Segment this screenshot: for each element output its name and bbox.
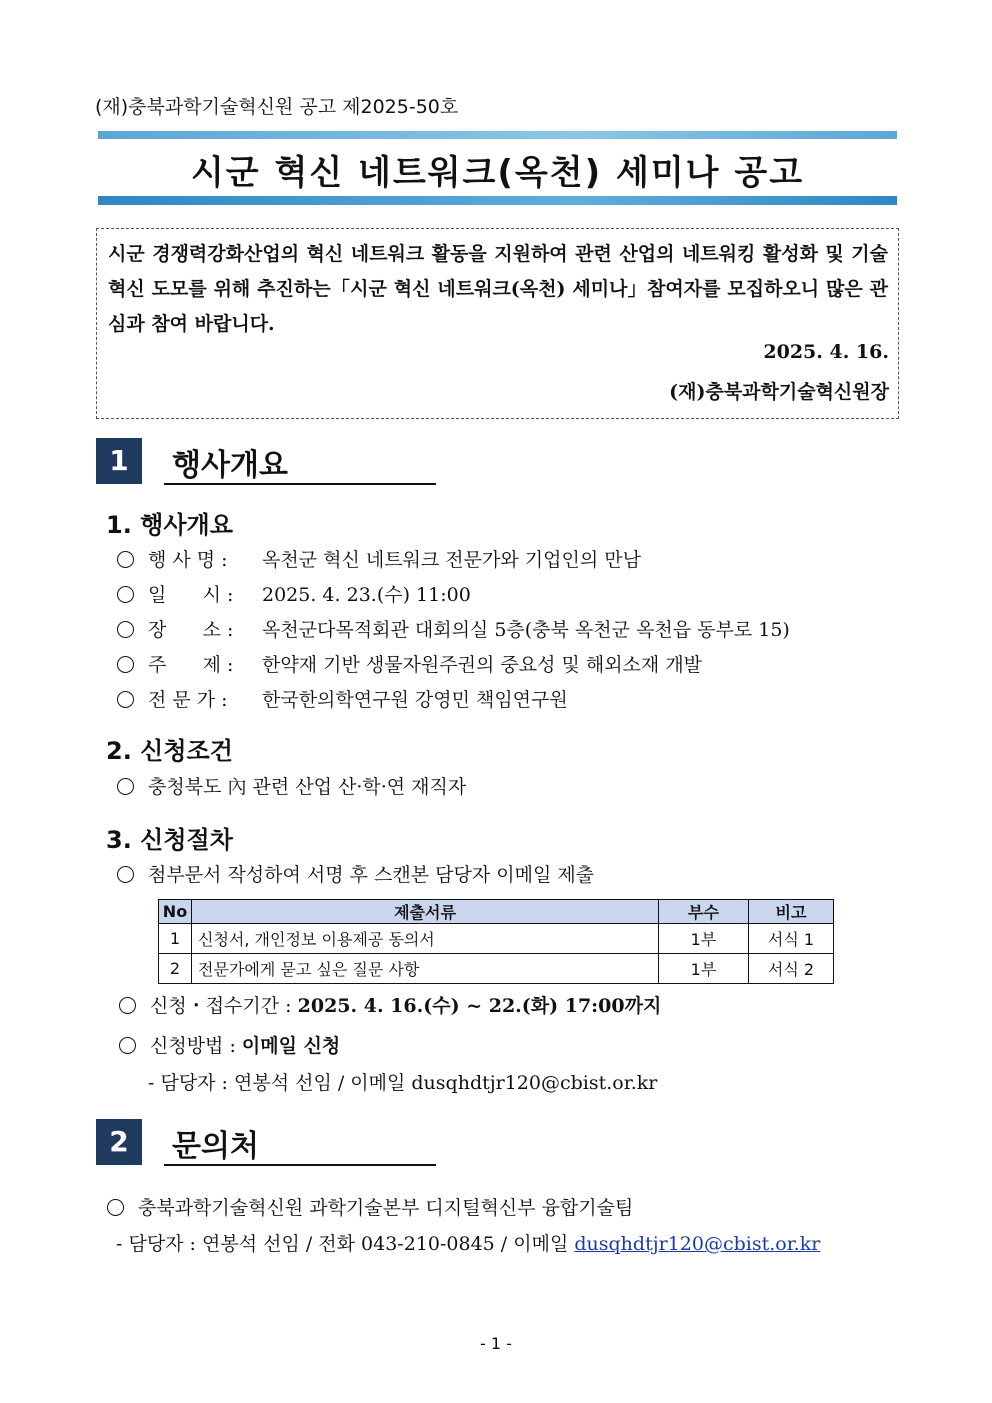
item-label: 장 소 :: [148, 619, 234, 641]
inquiry-email-link[interactable]: dusqhdtjr120@cbist.or.kr: [574, 1233, 821, 1255]
inquiry-contact: [116, 1229, 820, 1256]
item-label: 주 제 :: [148, 654, 234, 676]
procedure-text: 첨부문서 작성하여 서명 후 스캔본 담당자 이메일 제출: [148, 864, 595, 886]
item-label: 행 사 명 :: [148, 549, 228, 571]
col-copies: 부수: [659, 900, 749, 924]
procedure-item: [117, 860, 594, 887]
sub1-title: 1. 행사개요: [106, 511, 233, 539]
eligibility-text: 충청북도 內 관련 산업 산·학·연 재직자: [148, 776, 467, 798]
eligibility-item: [117, 772, 466, 799]
intro-org: (재)충북과학기술혁신원장: [669, 381, 889, 403]
intro-text: 시군 경쟁력강화산업의 혁신 네트워크 활동을 지원하여 관련 산업의 네트워킹 활성화 및 기술혁신 도모를 위해 추진하는「시군 혁신 네트워크(옥천) 세미나」참여자를 모집하오니 많은 관심과 참여 바랍니다.: [108, 243, 888, 335]
application-contact: - 담당자 : 연봉석 선임 / 이메일 dusqhdtjr120@cbist.or.kr: [148, 1072, 658, 1094]
inquiry-department-text: 충북과학기술혁신원 과학기술본부 디지털혁신부 융합기술팀: [138, 1197, 634, 1219]
intro-date: 2025. 4. 16.: [763, 341, 889, 363]
inquiry-contact-text: - 담당자 : 연봉석 선임 / 전화 043-210-0845 / 이메일: [116, 1233, 575, 1255]
cell-remarks: 서식 2: [749, 954, 834, 984]
overview-item-venue: [117, 615, 790, 642]
table-row: [159, 924, 834, 954]
overview-item-topic: [117, 650, 702, 677]
period-label: 신청・접수기간 :: [150, 995, 292, 1017]
notice-number: (재)충북과학기술혁신원 공고 제2025-50호: [95, 96, 459, 118]
circle-bullet-icon: [119, 997, 136, 1014]
cell-document: 전문가에게 묻고 싶은 질문 사항: [192, 954, 659, 984]
overview-item-expert: [117, 685, 568, 712]
cell-document: 신청서, 개인정보 이용제공 동의서: [192, 924, 659, 954]
table-header-row: [159, 900, 834, 924]
section1-number: 1: [96, 438, 142, 484]
sub2-title: 2. 신청조건: [106, 737, 233, 765]
circle-bullet-icon: [117, 551, 134, 568]
application-method: [119, 1031, 340, 1058]
cell-no: 1: [159, 924, 192, 954]
section1-underline: [164, 483, 436, 485]
inquiry-department: [107, 1193, 633, 1220]
title-bar-top: [98, 131, 897, 139]
cell-copies: 1부: [659, 954, 749, 984]
item-value: 한약재 기반 생물자원주권의 중요성 및 해외소재 개발: [262, 654, 703, 676]
overview-item-name: [117, 545, 641, 572]
application-period: [119, 991, 661, 1018]
item-value: 옥천군 혁신 네트워크 전문가와 기업인의 만남: [262, 549, 641, 571]
intro-box: [96, 228, 899, 419]
table-row: [159, 954, 834, 984]
col-no: No: [159, 900, 192, 924]
col-remarks: 비고: [749, 900, 834, 924]
col-documents: 제출서류: [192, 900, 659, 924]
circle-bullet-icon: [117, 586, 134, 603]
circle-bullet-icon: [117, 778, 134, 795]
page-number: - 1 -: [480, 1334, 512, 1353]
overview-item-datetime: [117, 580, 471, 607]
title-bar-bottom: [98, 196, 897, 205]
item-label: 일 시 :: [148, 584, 234, 606]
section2-underline: [164, 1164, 436, 1166]
method-label: 신청방법 :: [150, 1035, 236, 1057]
item-label: 전 문 가 :: [148, 689, 228, 711]
circle-bullet-icon: [117, 866, 134, 883]
cell-copies: 1부: [659, 924, 749, 954]
section2-number: 2: [96, 1119, 142, 1165]
circle-bullet-icon: [117, 691, 134, 708]
section1-title: 행사개요: [172, 448, 288, 483]
title-band: [98, 131, 897, 205]
circle-bullet-icon: [119, 1037, 136, 1054]
method-value: 이메일 신청: [241, 1035, 341, 1057]
section2-title: 문의처: [172, 1129, 259, 1164]
sub3-title: 3. 신청절차: [106, 826, 233, 854]
cell-no: 2: [159, 954, 192, 984]
circle-bullet-icon: [117, 656, 134, 673]
circle-bullet-icon: [107, 1199, 124, 1216]
item-value: 옥천군다목적회관 대회의실 5층(충북 옥천군 옥천읍 동부로 15): [262, 619, 790, 641]
item-value: 한국한의학연구원 강영민 책임연구원: [262, 689, 568, 711]
documents-table: [158, 899, 834, 984]
cell-remarks: 서식 1: [749, 924, 834, 954]
period-value: 2025. 4. 16.(수) ~ 22.(화) 17:00까지: [297, 995, 662, 1017]
item-value: 2025. 4. 23.(수) 11:00: [262, 584, 471, 606]
circle-bullet-icon: [117, 621, 134, 638]
page-title: 시군 혁신 네트워크(옥천) 세미나 공고: [190, 153, 805, 193]
